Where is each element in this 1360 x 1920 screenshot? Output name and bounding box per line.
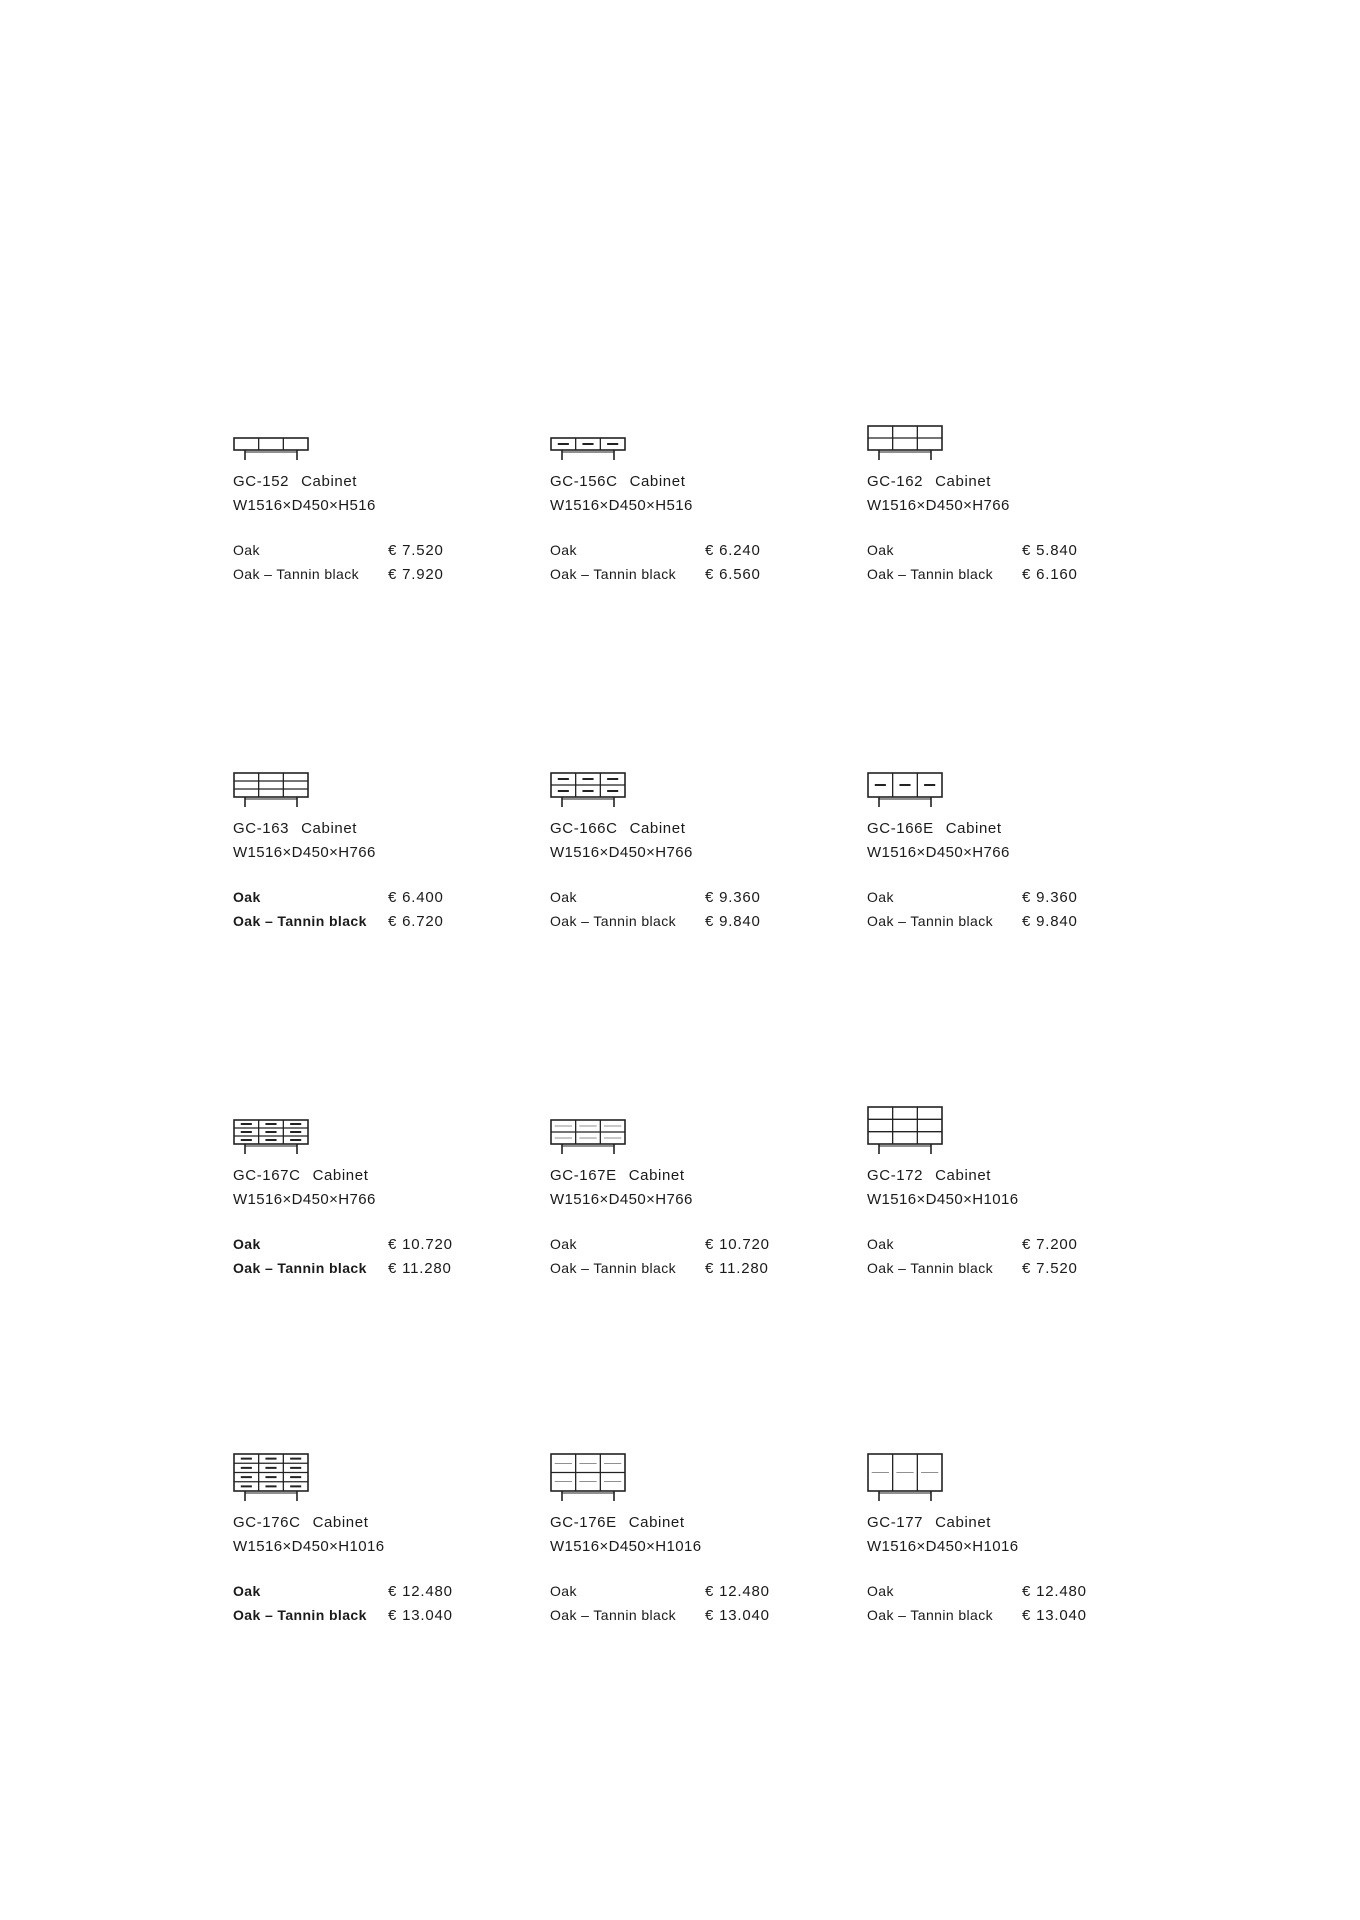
cabinet-drawing-icon [867,772,943,808]
price-value: € 6.240 [705,542,761,559]
product-type: Cabinet [628,1167,685,1184]
product-drawing [233,758,309,808]
product-code: GC-177 [867,1514,924,1531]
product-type: Cabinet [312,1514,369,1531]
price-value: € 11.280 [388,1260,452,1277]
finish-label: Oak – Tannin black [867,1607,994,1623]
product-title [550,820,685,837]
finish-label: Oak [233,1236,261,1252]
cabinet-drawing-icon [233,1453,309,1502]
product-dimensions: W1516×D450×H766 [867,844,1010,861]
product-drawing [233,1452,309,1502]
cabinet-drawing-icon [867,1106,943,1155]
product-type: Cabinet [628,1514,685,1531]
price-value: € 10.720 [705,1236,770,1253]
price-value: € 13.040 [1022,1607,1087,1624]
finish-label: Oak [867,1583,894,1599]
product-card [233,413,533,753]
finish-label: Oak [233,1583,261,1599]
product-card [233,1107,533,1447]
product-title [550,1514,685,1531]
price-value: € 10.720 [388,1236,453,1253]
finish-label: Oak – Tannin black [233,1260,367,1276]
product-title [867,1514,991,1531]
finish-label: Oak [867,1236,894,1252]
product-dimensions: W1516×D450×H1016 [550,1538,702,1555]
product-type: Cabinet [301,473,358,490]
product-title [867,473,991,490]
product-card [867,413,1167,753]
product-drawing [550,411,626,461]
product-type: Cabinet [935,473,992,490]
product-type: Cabinet [312,1167,369,1184]
finish-label: Oak [867,542,894,558]
cabinet-drawing-icon [233,1119,309,1155]
product-code: GC-176E [550,1514,617,1531]
product-title [550,1167,685,1184]
finish-label: Oak [867,889,894,905]
product-card [550,1454,850,1794]
product-grid [233,413,1193,1801]
product-title [233,820,357,837]
finish-label: Oak – Tannin black [550,566,677,582]
product-code: GC-152 [233,473,290,490]
product-code: GC-166E [867,820,934,837]
price-value: € 7.200 [1022,1236,1078,1253]
product-title [233,473,357,490]
product-drawing [867,1452,943,1502]
finish-label: Oak – Tannin black [867,1260,994,1276]
product-card [867,1107,1167,1447]
cabinet-drawing-icon [233,437,309,461]
price-value: € 9.360 [705,889,761,906]
product-type: Cabinet [301,820,358,837]
product-code: GC-162 [867,473,924,490]
product-dimensions: W1516×D450×H766 [550,1191,693,1208]
product-type: Cabinet [935,1167,992,1184]
product-dimensions: W1516×D450×H766 [550,844,693,861]
product-card [550,1107,850,1447]
product-title [233,1514,368,1531]
cabinet-drawing-icon [550,1119,626,1155]
product-drawing [867,411,943,461]
product-dimensions: W1516×D450×H516 [233,497,376,514]
finish-label: Oak – Tannin black [550,1260,677,1276]
price-value: € 7.520 [1022,1260,1078,1277]
product-drawing [550,758,626,808]
product-dimensions: W1516×D450×H766 [233,1191,376,1208]
price-value: € 6.560 [705,566,761,583]
finish-label: Oak [233,889,261,905]
finish-label: Oak [233,542,260,558]
price-value: € 12.480 [705,1583,770,1600]
cabinet-drawing-icon [867,425,943,461]
cabinet-drawing-icon [867,1453,943,1502]
product-dimensions: W1516×D450×H766 [233,844,376,861]
finish-label: Oak [550,542,577,558]
product-type: Cabinet [629,473,686,490]
price-value: € 13.040 [705,1607,770,1624]
price-value: € 6.720 [388,913,444,930]
product-type: Cabinet [945,820,1002,837]
product-type: Cabinet [629,820,686,837]
price-value: € 9.840 [705,913,761,930]
product-card [233,1454,533,1794]
product-title [550,473,685,490]
product-drawing [550,1105,626,1155]
price-value: € 6.160 [1022,566,1078,583]
price-value: € 13.040 [388,1607,453,1624]
finish-label: Oak – Tannin black [867,566,994,582]
finish-label: Oak [550,1236,577,1252]
product-title [233,1167,368,1184]
product-code: GC-156C [550,473,618,490]
finish-label: Oak – Tannin black [233,566,360,582]
finish-label: Oak – Tannin black [233,1607,367,1623]
product-drawing [867,758,943,808]
product-code: GC-166C [550,820,618,837]
product-drawing [867,1105,943,1155]
price-value: € 12.480 [1022,1583,1087,1600]
finish-label: Oak – Tannin black [550,913,677,929]
product-code: GC-167C [233,1167,301,1184]
product-card [233,760,533,1100]
product-code: GC-163 [233,820,290,837]
cabinet-drawing-icon [550,437,626,461]
finish-label: Oak – Tannin black [233,913,367,929]
product-code: GC-172 [867,1167,924,1184]
product-dimensions: W1516×D450×H1016 [867,1191,1019,1208]
product-drawing [233,1105,309,1155]
product-dimensions: W1516×D450×H1016 [233,1538,385,1555]
product-drawing [550,1452,626,1502]
price-value: € 11.280 [705,1260,769,1277]
product-type: Cabinet [935,1514,992,1531]
cabinet-drawing-icon [233,772,309,808]
price-value: € 6.400 [388,889,444,906]
cabinet-drawing-icon [550,772,626,808]
finish-label: Oak – Tannin black [867,913,994,929]
product-card [867,760,1167,1100]
price-value: € 5.840 [1022,542,1078,559]
price-value: € 9.360 [1022,889,1078,906]
finish-label: Oak – Tannin black [550,1607,677,1623]
product-card [550,413,850,753]
price-value: € 9.840 [1022,913,1078,930]
product-card [550,760,850,1100]
product-code: GC-176C [233,1514,301,1531]
price-value: € 12.480 [388,1583,453,1600]
product-code: GC-167E [550,1167,617,1184]
product-dimensions: W1516×D450×H766 [867,497,1010,514]
product-card [867,1454,1167,1794]
product-dimensions: W1516×D450×H516 [550,497,693,514]
product-title [867,820,1002,837]
price-value: € 7.520 [388,542,444,559]
cabinet-drawing-icon [550,1453,626,1502]
product-drawing [233,411,309,461]
finish-label: Oak [550,889,577,905]
product-title [867,1167,991,1184]
finish-label: Oak [550,1583,577,1599]
price-value: € 7.920 [388,566,444,583]
product-dimensions: W1516×D450×H1016 [867,1538,1019,1555]
